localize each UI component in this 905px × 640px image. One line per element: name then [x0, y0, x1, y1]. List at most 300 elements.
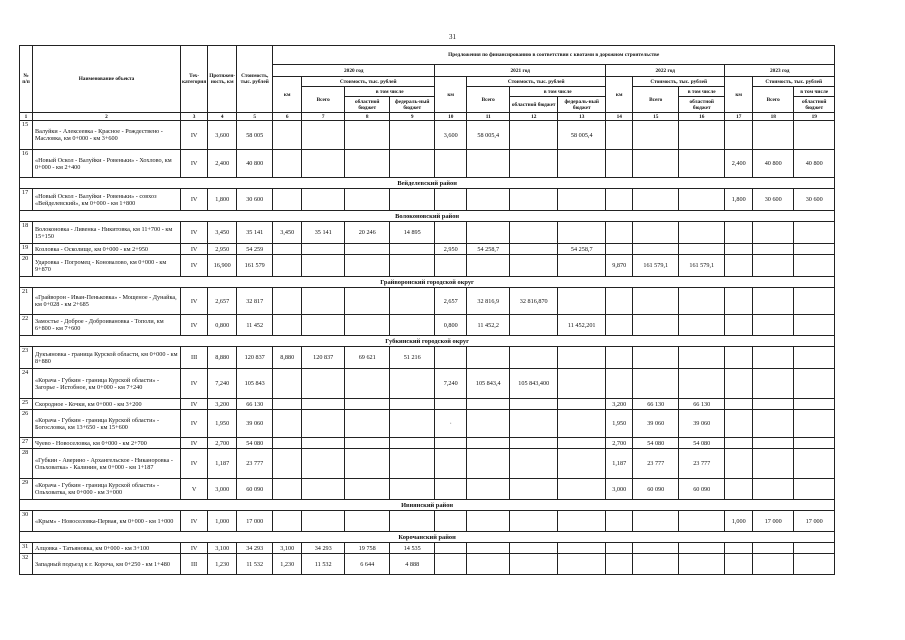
column-number: 19 — [794, 113, 835, 121]
table-cell — [467, 189, 510, 211]
table-cell — [725, 554, 753, 575]
table-cell — [558, 189, 606, 211]
row-number: 30 — [20, 511, 33, 532]
table-cell — [510, 121, 558, 150]
table-row — [20, 255, 835, 277]
table-row — [20, 288, 835, 315]
table-cell — [753, 255, 794, 277]
table-cell: IV — [181, 543, 208, 554]
table-cell: 40 800 — [753, 150, 794, 178]
column-number: 4 — [208, 113, 237, 121]
table-cell — [467, 410, 510, 438]
table-cell: IV — [181, 449, 208, 479]
object-name: Скородное - Кочки, км 0+000 - км 3+200 — [33, 399, 181, 410]
object-name: «Новый Оскол - Валуйки - Ровеньки» - Хохлово, км 0+000 - км 2+400 — [33, 150, 181, 178]
table-cell — [302, 449, 345, 479]
header-regional: областной бюджет — [794, 97, 835, 113]
table-cell: 105 843,400 — [510, 369, 558, 399]
table-cell: 4 888 — [390, 554, 435, 575]
table-cell: IV — [181, 189, 208, 211]
header-km: км — [606, 77, 633, 113]
header-incl: в том числе — [679, 87, 725, 97]
table-cell — [467, 543, 510, 554]
table-cell — [302, 410, 345, 438]
table-cell: 2,700 — [208, 438, 237, 449]
table-row — [20, 347, 835, 369]
table-cell — [753, 543, 794, 554]
table-cell — [435, 189, 467, 211]
table-cell — [679, 315, 725, 336]
table-cell — [467, 479, 510, 500]
table-cell — [390, 369, 435, 399]
table-cell: 66 130 — [237, 399, 273, 410]
table-header — [20, 46, 835, 121]
table-cell — [273, 288, 302, 315]
table-cell — [606, 244, 633, 255]
table-cell — [633, 244, 679, 255]
header-incl: в том числе — [794, 87, 835, 97]
table-cell — [679, 347, 725, 369]
table-cell — [302, 150, 345, 178]
header-year-2022: 2022 год — [606, 65, 725, 77]
table-cell — [345, 511, 390, 532]
table-cell: 1,187 — [208, 449, 237, 479]
table-cell — [390, 438, 435, 449]
table-cell: 11 452 — [237, 315, 273, 336]
header-incl: в том числе — [510, 87, 606, 97]
table-cell: 20 246 — [345, 222, 390, 244]
table-cell — [725, 244, 753, 255]
table-cell: 3,100 — [208, 543, 237, 554]
table-cell — [467, 511, 510, 532]
object-name: Западный подъезд к г. Короча, км 0+250 - км 1+480 — [33, 554, 181, 575]
table-cell — [753, 121, 794, 150]
object-name: Козловка - Осколище, км 0+000 - км 2+950 — [33, 244, 181, 255]
table-cell: 32 817 — [237, 288, 273, 315]
table-cell — [273, 121, 302, 150]
table-cell: 2,400 — [725, 150, 753, 178]
table-cell — [390, 315, 435, 336]
table-cell — [633, 543, 679, 554]
object-name: Чуево - Новоселовка, км 0+000 - км 2+700 — [33, 438, 181, 449]
table-cell: 17 000 — [753, 511, 794, 532]
table-cell: 54 080 — [679, 438, 725, 449]
table-cell — [510, 543, 558, 554]
table-cell — [725, 369, 753, 399]
table-cell — [467, 438, 510, 449]
table-cell — [345, 244, 390, 255]
section-label: Вейделевский район — [20, 178, 835, 189]
table-row — [20, 479, 835, 500]
table-cell — [435, 222, 467, 244]
table-cell — [273, 449, 302, 479]
table-cell: IV — [181, 244, 208, 255]
table-cell — [679, 189, 725, 211]
table-row — [20, 410, 835, 438]
table-cell — [558, 554, 606, 575]
object-name: Замостье - Доброе - Доброивановка - Тополи, км 6+800 - км 7+600 — [33, 315, 181, 336]
table-cell — [606, 543, 633, 554]
table-cell — [302, 479, 345, 500]
table-cell — [753, 554, 794, 575]
table-cell: 11 532 — [302, 554, 345, 575]
row-number: 26 — [20, 410, 33, 438]
column-number: 12 — [510, 113, 558, 121]
table-cell: 30 600 — [794, 189, 835, 211]
table-cell: 1,950 — [606, 410, 633, 438]
table-cell — [467, 255, 510, 277]
table-cell: 1,800 — [725, 189, 753, 211]
column-number: 3 — [181, 113, 208, 121]
object-name: «Корача - Губкин - граница Курской области» - Богословка, км 13+650 - км 15+600 — [33, 410, 181, 438]
table-cell — [558, 438, 606, 449]
table-cell — [435, 543, 467, 554]
table-cell — [725, 449, 753, 479]
road-financing-table — [19, 45, 835, 575]
table-cell — [345, 255, 390, 277]
table-cell — [633, 315, 679, 336]
table-cell — [345, 479, 390, 500]
object-name: Ударовка - Погромец - Коновалово, км 0+000 - км 9+870 — [33, 255, 181, 277]
table-cell — [467, 399, 510, 410]
header-category: Тех-категория — [181, 46, 208, 113]
table-cell: 60 090 — [237, 479, 273, 500]
table-cell — [725, 438, 753, 449]
table-cell: 30 600 — [237, 189, 273, 211]
table-cell: 14 535 — [390, 543, 435, 554]
header-year-2021: 2021 год — [435, 65, 606, 77]
table-cell — [794, 222, 835, 244]
table-cell — [606, 369, 633, 399]
header-length: Протяжен-ность, км — [208, 46, 237, 113]
table-cell — [725, 399, 753, 410]
table-cell — [302, 399, 345, 410]
table-cell: 54 258,7 — [558, 244, 606, 255]
table-cell: 161 579,1 — [679, 255, 725, 277]
table-row — [20, 150, 835, 178]
header-cost: Стоимость, тыс. рублей — [237, 46, 273, 113]
table-cell — [390, 288, 435, 315]
table-cell: 3,200 — [606, 399, 633, 410]
table-cell — [510, 511, 558, 532]
row-number: 23 — [20, 347, 33, 369]
table-row — [20, 369, 835, 399]
table-cell — [273, 244, 302, 255]
table-cell — [302, 189, 345, 211]
table-cell: 35 141 — [302, 222, 345, 244]
table-cell — [273, 315, 302, 336]
table-cell — [302, 369, 345, 399]
table-cell: IV — [181, 150, 208, 178]
table-cell — [273, 150, 302, 178]
table-cell — [435, 511, 467, 532]
table-cell — [510, 255, 558, 277]
column-number-row — [20, 113, 835, 121]
table-cell — [753, 449, 794, 479]
column-number: 7 — [302, 113, 345, 121]
section-row — [20, 500, 835, 511]
column-number: 6 — [273, 113, 302, 121]
table-cell — [510, 244, 558, 255]
table-cell — [558, 347, 606, 369]
table-cell — [753, 438, 794, 449]
table-cell: 17 000 — [794, 511, 835, 532]
row-number: 29 — [20, 479, 33, 500]
table-cell — [510, 347, 558, 369]
header-incl: в том числе — [345, 87, 435, 97]
table-cell — [510, 449, 558, 479]
header-proposal: Предложения по финансированию в соответствии с квотами в дорожном строительстве — [273, 46, 835, 65]
table-cell — [725, 410, 753, 438]
header-regional: областной бюджет — [679, 97, 725, 113]
table-cell — [435, 347, 467, 369]
header-year-2023: 2023 год — [725, 65, 835, 77]
table-cell — [753, 222, 794, 244]
table-cell: IV — [181, 511, 208, 532]
table-cell — [390, 255, 435, 277]
table-cell: 66 130 — [679, 399, 725, 410]
table-cell: IV — [181, 121, 208, 150]
table-cell — [794, 315, 835, 336]
table-cell — [467, 554, 510, 575]
table-cell — [273, 511, 302, 532]
table-cell: 105 843 — [237, 369, 273, 399]
table-row — [20, 511, 835, 532]
table-cell: 7,240 — [435, 369, 467, 399]
table-cell — [510, 315, 558, 336]
table-cell — [302, 511, 345, 532]
table-cell: 30 600 — [753, 189, 794, 211]
table-cell — [345, 150, 390, 178]
table-cell — [390, 511, 435, 532]
row-number: 28 — [20, 449, 33, 479]
table-cell — [435, 399, 467, 410]
table-cell — [390, 479, 435, 500]
row-number: 32 — [20, 554, 33, 575]
table-cell: V — [181, 479, 208, 500]
table-cell — [435, 255, 467, 277]
column-number: 5 — [237, 113, 273, 121]
table-cell — [725, 347, 753, 369]
header-num: № п/п — [20, 46, 33, 113]
table-cell — [725, 222, 753, 244]
table-row — [20, 438, 835, 449]
table-cell: 1,187 — [606, 449, 633, 479]
table-cell — [558, 399, 606, 410]
table-cell — [510, 150, 558, 178]
table-cell — [467, 222, 510, 244]
table-cell: 17 000 — [237, 511, 273, 532]
table-cell: 39 060 — [633, 410, 679, 438]
table-cell — [753, 244, 794, 255]
table-cell — [633, 554, 679, 575]
table-cell: 58 005,4 — [558, 121, 606, 150]
page-number: 31 — [449, 33, 456, 41]
table-cell — [679, 554, 725, 575]
table-cell — [753, 410, 794, 438]
table-cell — [345, 449, 390, 479]
table-row — [20, 399, 835, 410]
table-cell: 11 452,201 — [558, 315, 606, 336]
table-cell — [467, 347, 510, 369]
table-cell — [794, 554, 835, 575]
table-cell: 11 452,2 — [467, 315, 510, 336]
header-cost-k: Стоимость, тыс. рублей — [302, 77, 435, 87]
table-cell — [753, 315, 794, 336]
table-cell — [794, 255, 835, 277]
table-cell — [273, 410, 302, 438]
table-cell — [345, 315, 390, 336]
section-row — [20, 211, 835, 222]
table-cell: 1,000 — [725, 511, 753, 532]
section-label: Губкинский городской округ — [20, 336, 835, 347]
table-cell: 54 080 — [237, 438, 273, 449]
section-row — [20, 336, 835, 347]
object-name: Дукъяновка - граница Курской области, км 0+000 - км 8+880 — [33, 347, 181, 369]
table-cell — [679, 288, 725, 315]
header-name: Наименование объекта — [33, 46, 181, 113]
row-number: 27 — [20, 438, 33, 449]
table-cell: 35 141 — [237, 222, 273, 244]
table-cell: 23 777 — [633, 449, 679, 479]
table-row — [20, 543, 835, 554]
table-cell: 11 532 — [237, 554, 273, 575]
table-cell — [679, 543, 725, 554]
section-row — [20, 178, 835, 189]
table-cell — [679, 369, 725, 399]
object-name: «Новый Оскол - Валуйки - Ровеньки» - совхоз «Вейделевский», км 0+000 - км 1+800 — [33, 189, 181, 211]
header-cost-k: Стоимость, тыс. рублей — [633, 77, 725, 87]
table-cell: III — [181, 554, 208, 575]
table-cell — [435, 554, 467, 575]
header-total: Всего — [467, 87, 510, 113]
table-cell — [273, 479, 302, 500]
row-number: 16 — [20, 150, 33, 178]
table-cell: 3,000 — [606, 479, 633, 500]
table-cell — [679, 511, 725, 532]
table-cell: 16,900 — [208, 255, 237, 277]
table-cell — [794, 244, 835, 255]
table-cell: 34 293 — [237, 543, 273, 554]
table-cell — [510, 438, 558, 449]
header-km: км — [273, 77, 302, 113]
table-cell — [390, 410, 435, 438]
table-cell — [558, 369, 606, 399]
table-cell — [725, 315, 753, 336]
table-cell — [302, 288, 345, 315]
section-label: Ивнянский район — [20, 500, 835, 511]
table-cell — [633, 189, 679, 211]
table-cell: 58 005,4 — [467, 121, 510, 150]
object-name: «Грайворон - Иван-Пеньковка» - Мощеное - Дунайка, км 0+028 - км 2+685 — [33, 288, 181, 315]
table-cell: IV — [181, 438, 208, 449]
object-name: «Крым» - Новоселовка-Первая, км 0+000 - км 1+000 — [33, 511, 181, 532]
row-number: 19 — [20, 244, 33, 255]
table-cell — [273, 438, 302, 449]
table-cell — [725, 255, 753, 277]
table-cell — [510, 554, 558, 575]
table-cell: 8,880 — [208, 347, 237, 369]
table-row — [20, 315, 835, 336]
table-cell: 161 579 — [237, 255, 273, 277]
table-cell — [794, 543, 835, 554]
table-cell — [435, 479, 467, 500]
section-label: Корочанский район — [20, 532, 835, 543]
table-body — [20, 121, 835, 575]
table-cell — [558, 150, 606, 178]
table-cell: 23 777 — [237, 449, 273, 479]
row-number: 25 — [20, 399, 33, 410]
table-cell — [302, 315, 345, 336]
table-cell: 120 837 — [302, 347, 345, 369]
table-cell — [558, 449, 606, 479]
row-number: 22 — [20, 315, 33, 336]
table-cell — [606, 150, 633, 178]
table-cell: IV — [181, 288, 208, 315]
header-total: Всего — [753, 87, 794, 113]
table-cell — [273, 369, 302, 399]
column-number: 11 — [467, 113, 510, 121]
table-cell — [679, 244, 725, 255]
table-row — [20, 121, 835, 150]
table-cell — [467, 150, 510, 178]
header-federal: федераль-ный бюджет — [558, 97, 606, 113]
table-cell — [606, 288, 633, 315]
table-cell — [606, 511, 633, 532]
table-cell: 3,100 — [273, 543, 302, 554]
table-cell — [794, 399, 835, 410]
table-cell — [794, 347, 835, 369]
table-cell — [467, 449, 510, 479]
row-number: 21 — [20, 288, 33, 315]
row-number: 31 — [20, 543, 33, 554]
table-cell: 23 777 — [679, 449, 725, 479]
column-number: 18 — [753, 113, 794, 121]
table-cell: 9,870 — [606, 255, 633, 277]
column-number: 1 — [20, 113, 33, 121]
table-cell: 120 837 — [237, 347, 273, 369]
table-cell: 0,800 — [208, 315, 237, 336]
table-cell — [794, 369, 835, 399]
table-row — [20, 244, 835, 255]
header-regional: областной бюджет — [510, 97, 558, 113]
table-cell: 6 644 — [345, 554, 390, 575]
table-cell — [390, 399, 435, 410]
object-name: Алцовка - Татьяновка, км 0+000 - км 3+100 — [33, 543, 181, 554]
table-cell — [558, 255, 606, 277]
column-number: 8 — [345, 113, 390, 121]
table-cell — [302, 121, 345, 150]
table-cell — [345, 410, 390, 438]
table-cell: 3,450 — [208, 222, 237, 244]
table-cell: 2,657 — [435, 288, 467, 315]
table-cell — [794, 288, 835, 315]
object-name: «Губкин - Аверино - Архангельское - Никаноровка - Ольховатка» - Калинин, км 0+000 - км 1+187 — [33, 449, 181, 479]
table-cell: 2,657 — [208, 288, 237, 315]
table-cell: 7,240 — [208, 369, 237, 399]
header-km: км — [435, 77, 467, 113]
table-cell: 34 293 — [302, 543, 345, 554]
table-cell — [794, 438, 835, 449]
column-number: 16 — [679, 113, 725, 121]
table-cell — [558, 511, 606, 532]
object-name: «Корача - Губкин - граница Курской области» - Загорье - Истобное, км 0+000 - км 7+240 — [33, 369, 181, 399]
row-number: 20 — [20, 255, 33, 277]
column-number: 15 — [633, 113, 679, 121]
table-cell — [302, 244, 345, 255]
header-km: км — [725, 77, 753, 113]
table-cell: 58 005 — [237, 121, 273, 150]
